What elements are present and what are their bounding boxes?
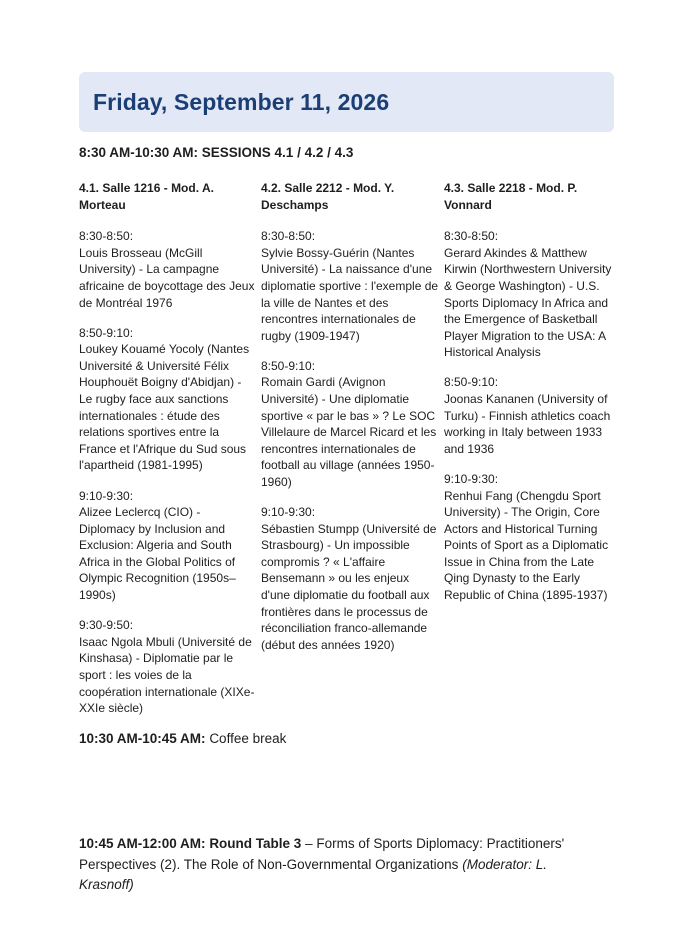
- talk-entry: [444, 228, 622, 361]
- talk-text: Sébastien Stumpp (Université de Strasbourg) - Un impossible compromis ? « L'affaire Bensemann » ou les enjeux d'une diplomatie du football aux frontières dans le processus de réconciliation franco-allemande (début des années 1920): [261, 521, 437, 652]
- session-column-4-1: [79, 180, 257, 730]
- talk-text: Joonas Kananen (University of Turku) - Finnish athletics coach working in Italy between 1933 and 1936: [444, 392, 611, 456]
- talk-time: 8:30-8:50:: [79, 229, 134, 244]
- session-column-4-2: [261, 180, 439, 667]
- talk-text: Sylvie Bossy-Guérin (Nantes Université) - La naissance d'une diplomatie sportive : l'exemple de la ville de Nantes et des rencontres internationales de rugby (1909-1947): [261, 245, 439, 343]
- day-title: Friday, September 11, 2026: [93, 88, 390, 115]
- room-title: 4.3. Salle 2218 - Mod. P. Vonnard: [444, 181, 578, 212]
- talk-time: 8:50-9:10:: [79, 325, 134, 340]
- talk-time: 9:10-9:30:: [79, 488, 134, 503]
- room-title: 4.1. Salle 1216 - Mod. A. Morteau: [79, 181, 214, 212]
- round-table: [79, 834, 599, 896]
- talk-text: Alizee Leclercq (CIO) - Diplomacy by Inclusion and Exclusion: Algeria and South Africa in the Global Politics of Olympic Recognition (1950s–1990s): [79, 505, 236, 603]
- coffee-break-time: 10:30 AM-10:45 AM:: [79, 731, 206, 746]
- talk-entry: [261, 358, 439, 491]
- talk-time: 9:10-9:30:: [444, 471, 499, 486]
- talk-text: Gerard Akindes & Matthew Kirwin (Northwestern University & George Washington) - U.S. Sports Diplomacy In Africa and the Emergence of Basketball Player Migration to the USA: A Historical Analysis: [444, 245, 612, 360]
- talk-entry: [261, 228, 439, 344]
- talk-entry: [261, 504, 439, 653]
- round-table-time: 10:45 AM-12:00 AM:: [79, 836, 206, 851]
- talk-time: 9:10-9:30:: [261, 505, 316, 520]
- talk-entry: [79, 488, 257, 604]
- talk-entry: [79, 228, 257, 311]
- talk-time: 8:50-9:10:: [444, 375, 499, 390]
- talk-entry: [444, 471, 622, 604]
- talk-text: Louis Brosseau (McGill University) - La campagne africaine de boycottage des Jeux de Montréal 1976: [79, 245, 255, 310]
- talk-time: 8:30-8:50:: [444, 229, 499, 244]
- session-column-4-3: [444, 180, 622, 617]
- talk-text: Renhui Fang (Chengdu Sport University) - The Origin, Core Actors and Historical Turning Points of Sport as a Diplomatic Issue in China from the Late Qing Dynasty to the Early Republic of China (1895-1937): [444, 488, 609, 603]
- coffee-break-label: Coffee break: [209, 731, 287, 746]
- session-header: 8:30 AM-10:30 AM: SESSIONS 4.1 / 4.2 / 4.3: [79, 145, 354, 160]
- talk-text: Isaac Ngola Mbuli (Université de Kinshasa) - Diplomatie par le sport : les voies de la coopération internationale (XIXe-XXIe siècle): [79, 634, 255, 716]
- round-table-description: – Forms of Sports Diplomacy: Practitioners' Perspectives (2). The Role of Non-Governmental Organizations: [79, 836, 565, 872]
- day-banner: [79, 72, 614, 132]
- talk-time: 9:30-9:50:: [79, 618, 134, 633]
- talk-entry: [444, 374, 622, 457]
- talk-time: 8:30-8:50:: [261, 229, 316, 244]
- talk-entry: [79, 617, 257, 717]
- talk-time: 8:50-9:10:: [261, 358, 316, 373]
- talk-entry: [79, 325, 257, 474]
- coffee-break: [79, 731, 286, 746]
- room-title: 4.2. Salle 2212 - Mod. Y. Deschamps: [261, 181, 395, 212]
- round-table-moderator: (Moderator: L. Krasnoff): [79, 856, 547, 892]
- talk-text: Loukey Kouamé Yocoly (Nantes Université & Université Félix Houphouët Boigny d'Abidjan) - Le rugby face aux sanctions internationales : étude des relations sportives entre la France et l'Afrique du Sud sous l'apartheid (1981-1995): [79, 342, 250, 473]
- round-table-title: Round Table 3: [209, 836, 302, 851]
- talk-text: Romain Gardi (Avignon Université) - Une diplomatie sportive « par le bas » ? Le SOC Villelaure de Marcel Ricard et les rencontres internationales de football au village (années 1950-1960): [261, 375, 437, 489]
